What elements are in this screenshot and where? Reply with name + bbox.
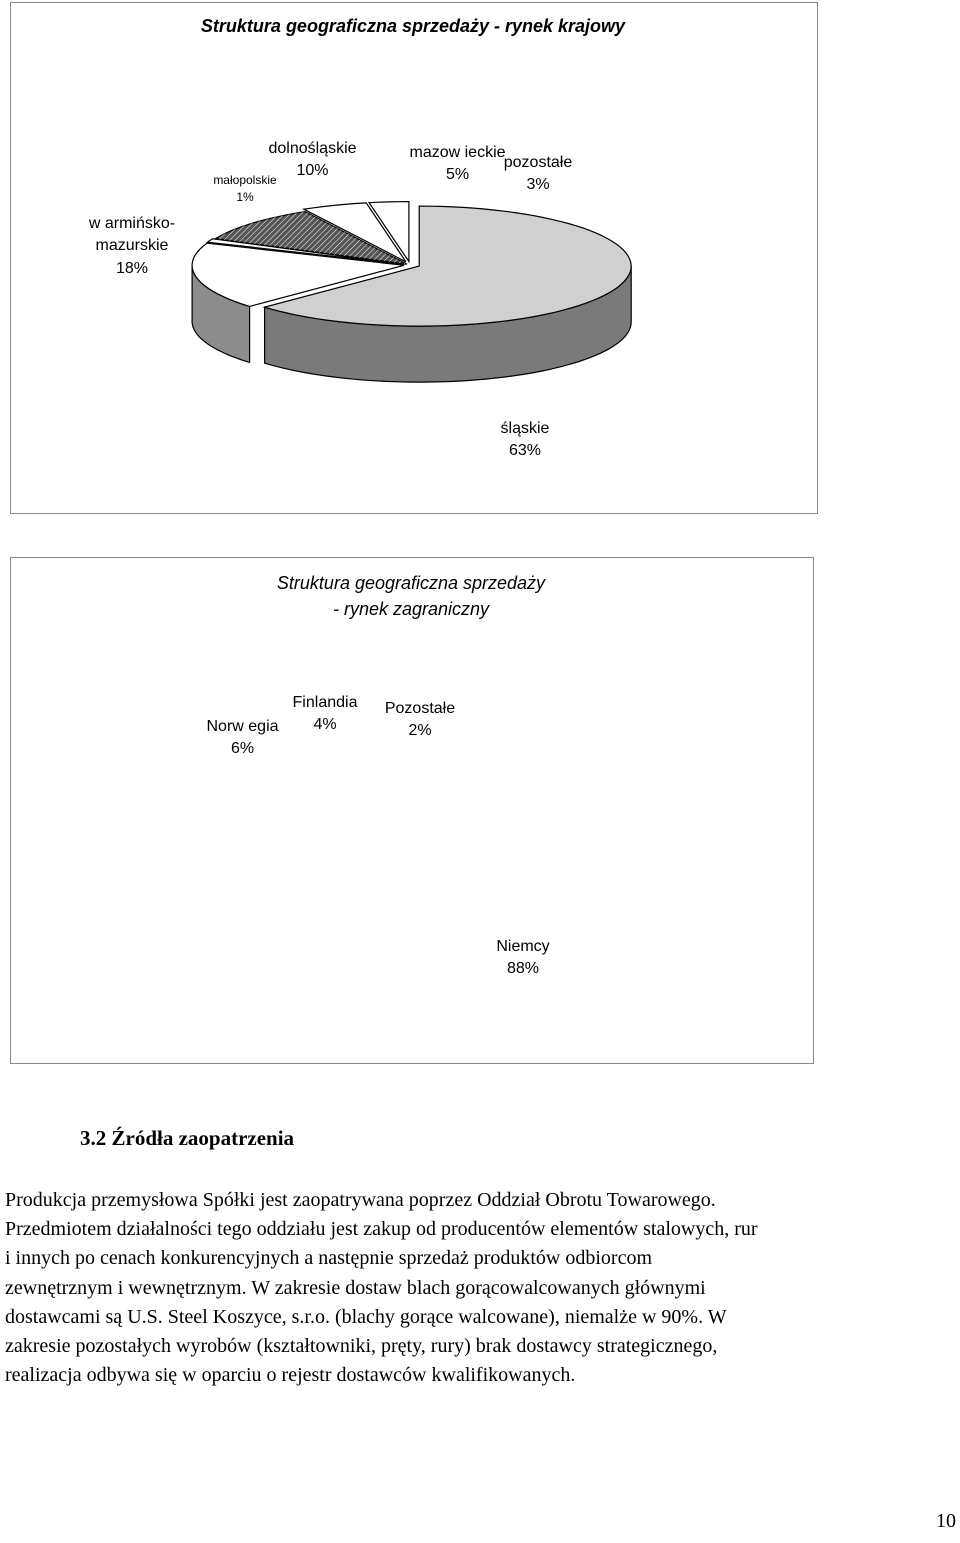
label-niemcy-pct: 88% [506, 960, 540, 978]
label-warminsko-pct: 18% [115, 259, 149, 277]
label-niemcy [473, 936, 573, 981]
label-dolnoslaskie-pct: 10% [296, 162, 329, 180]
label-pozostale-krajowy [488, 152, 588, 197]
label-malopolskie-name: małopolskie [213, 173, 277, 187]
label-pozostale-zagraniczny [370, 698, 470, 743]
foreign-chart-title [10, 570, 812, 622]
foreign-chart-title-line1: Struktura geograficzna sprzedaży [276, 573, 546, 593]
label-finlandia-pct: 4% [313, 716, 337, 734]
paragraph-line: Produkcja przemysłowa Spółki jest zaopatrywana poprzez Oddział Obrotu Towarowego. [5, 1189, 716, 1211]
paragraph-line: zakresie pozostałych wyrobów (kształtowniki, pręty, rury) brak dostawcy strategicznego, [5, 1335, 718, 1358]
paragraph-line: dostawcami są U.S. Steel Koszyce, s.r.o. (blachy gorące walcowane), niemalże w 90%. W [5, 1305, 727, 1328]
section-heading: 3.2 Źródła zaopatrzenia [80, 1126, 295, 1150]
label-pozostale-krajowy-name: pozostałe [503, 154, 573, 171]
paragraph-line: i innych po cenach konkurencyjnych a następnie sprzedaż produktów odbiorcom [5, 1247, 653, 1270]
foreign-chart-title-line2: - rynek zagraniczny [332, 599, 490, 619]
label-malopolskie-pct: 1% [236, 189, 254, 204]
label-malopolskie [205, 172, 285, 206]
label-pozostale-zagraniczny-pct: 2% [408, 722, 432, 740]
paragraph-line: realizacja odbywa się w oparciu o rejestr dostawców kwalifikowanych. [5, 1364, 576, 1387]
label-slaskie [475, 418, 575, 463]
label-warminsko-mazurskie [72, 213, 192, 280]
label-mazowieckie-name: mazow ieckie [409, 144, 506, 161]
label-slaskie-name: śląskie [500, 420, 550, 437]
label-pozostale-zagraniczny-name: Pozostałe [384, 700, 456, 717]
page-number: 10 [936, 1510, 956, 1532]
section-paragraph [5, 1186, 960, 1390]
label-norwegia-name: Norw egia [206, 718, 279, 735]
paragraph-line: Przedmiotem działalności tego oddziału jest zakup od producentów elementów stalowych, rur [5, 1218, 758, 1241]
label-dolnoslaskie-name: dolnośląskie [268, 140, 357, 157]
label-warminsko-name-1: w armińsko- [88, 215, 176, 232]
label-niemcy-name: Niemcy [496, 938, 550, 955]
label-pozostale-krajowy-pct: 3% [526, 176, 550, 194]
paragraph-line: zewnętrznym i wewnętrznym. W zakresie dostaw blach gorącowalcowanych głównymi [5, 1276, 706, 1299]
label-slaskie-pct: 63% [508, 442, 542, 460]
foreign-sales-chart [10, 557, 814, 1064]
label-finlandia [275, 692, 375, 737]
label-warminsko-name-2: mazurskie [95, 237, 169, 255]
label-norwegia-pct: 6% [230, 740, 255, 758]
label-mazowieckie-pct: 5% [445, 166, 470, 184]
domestic-chart-title: Struktura geograficzna sprzedaży - rynek krajowy [200, 16, 626, 36]
label-finlandia-name: Finlandia [292, 694, 358, 711]
